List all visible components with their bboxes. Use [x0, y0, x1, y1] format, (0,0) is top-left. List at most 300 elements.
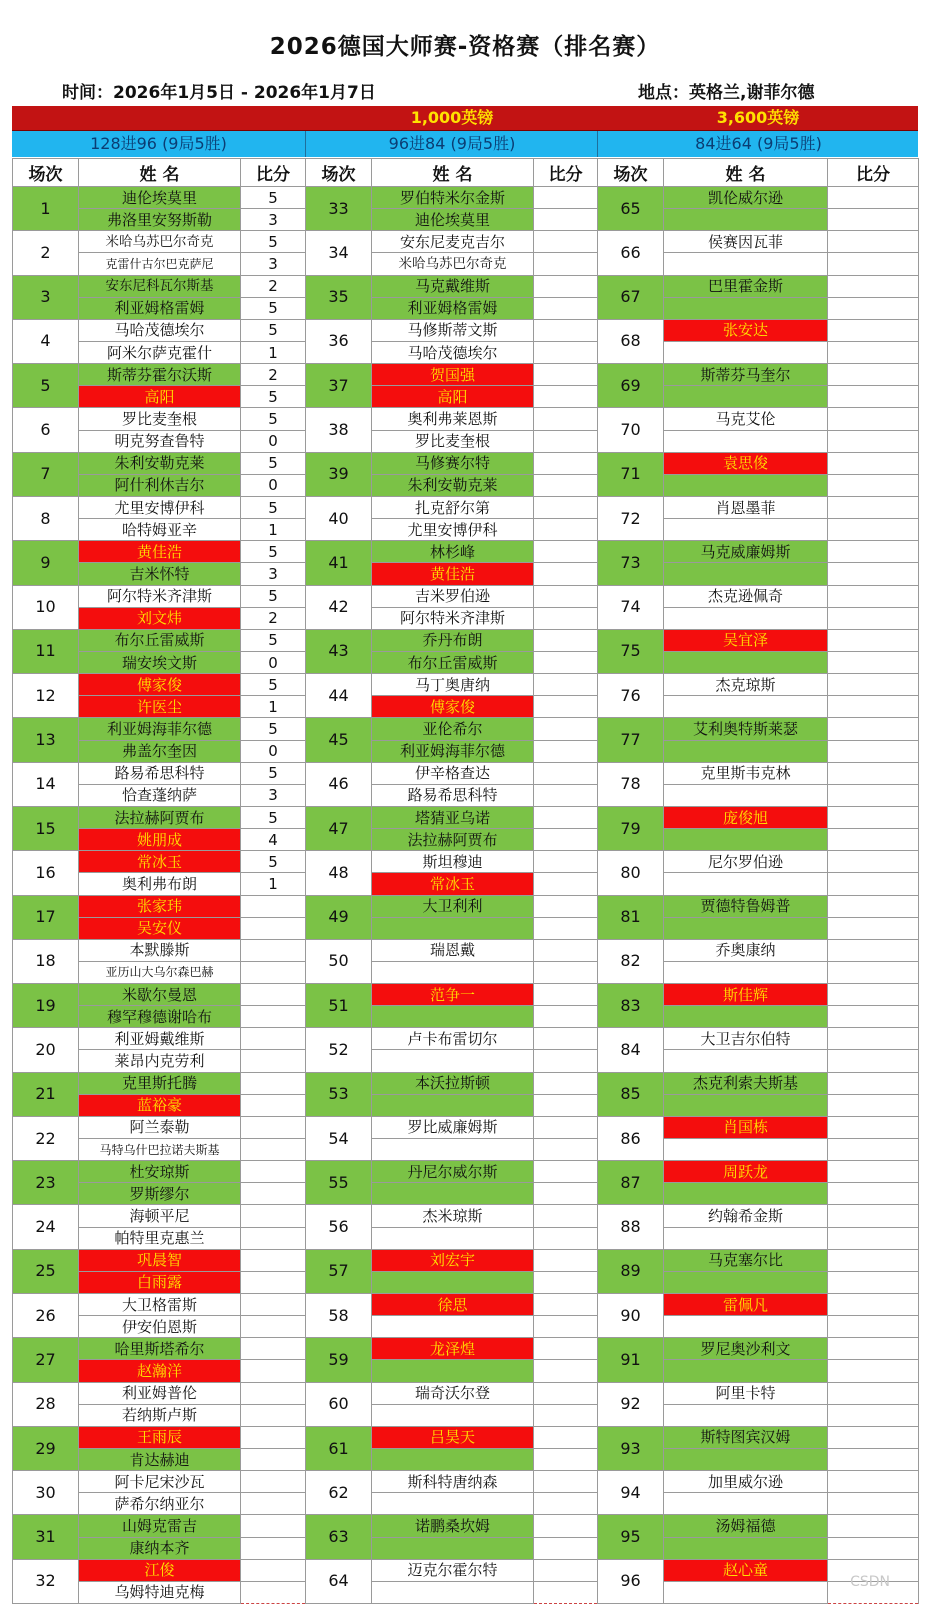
player-name: 萨希尔纳亚尔	[79, 1493, 241, 1515]
match-number: 26	[13, 1294, 79, 1338]
table-row	[13, 1006, 919, 1028]
table-row	[13, 187, 919, 209]
table-row	[13, 961, 919, 983]
player-name: 瑞奇沃尔登	[372, 1382, 534, 1404]
match-number: 87	[598, 1161, 664, 1205]
score-cell	[241, 1094, 306, 1116]
score-cell	[241, 1360, 306, 1382]
player-name	[372, 1316, 534, 1338]
table-row	[13, 629, 919, 651]
player-name: 克里斯韦克林	[664, 762, 828, 784]
player-name-empty	[664, 1493, 828, 1515]
player-name: 安东尼科瓦尔斯基	[79, 275, 241, 297]
player-name: 林杉峰	[372, 541, 534, 563]
score-cell	[534, 209, 598, 231]
match-number: 35	[306, 275, 372, 319]
match-number: 93	[598, 1426, 664, 1470]
player-name-empty	[664, 563, 828, 585]
score-cell: 4	[241, 829, 306, 851]
player-name-empty	[664, 1449, 828, 1471]
player-name: 杜安琼斯	[79, 1161, 241, 1183]
player-name: 侯赛因瓦菲	[664, 231, 828, 253]
player-name-empty	[664, 740, 828, 762]
match-number: 48	[306, 851, 372, 895]
score-cell	[828, 607, 919, 629]
player-name: 朱利安勒克莱	[79, 452, 241, 474]
player-name: 杰克逊佩奇	[664, 585, 828, 607]
match-number: 3	[13, 275, 79, 319]
player-name-empty	[664, 1271, 828, 1293]
table-row	[13, 1360, 919, 1382]
player-name: 马丁奥唐纳	[372, 674, 534, 696]
match-number: 8	[13, 496, 79, 540]
table-row	[13, 917, 919, 939]
score-cell: 5	[241, 674, 306, 696]
player-name: 本沃拉斯顿	[372, 1072, 534, 1094]
match-number: 11	[13, 629, 79, 673]
header-name-3: 姓 名	[664, 159, 828, 187]
score-cell	[828, 1493, 919, 1515]
score-cell: 5	[241, 762, 306, 784]
score-cell	[241, 1006, 306, 1028]
score-cell	[534, 651, 598, 673]
score-cell	[828, 1338, 919, 1360]
score-cell	[828, 740, 919, 762]
player-name: 马克塞尔比	[664, 1249, 828, 1271]
score-cell	[828, 851, 919, 873]
score-cell	[828, 209, 919, 231]
player-name: 常冰玉	[372, 873, 534, 895]
score-cell: 0	[241, 430, 306, 452]
player-name-empty	[664, 917, 828, 939]
player-name: 若纳斯卢斯	[79, 1404, 241, 1426]
table-row	[13, 430, 919, 452]
score-cell	[828, 1006, 919, 1028]
table-row	[13, 1271, 919, 1293]
score-cell	[828, 895, 919, 917]
header-match-1: 场次	[13, 159, 79, 187]
location-label: 地点：英格兰,谢菲尔德	[638, 83, 815, 103]
score-cell	[534, 1360, 598, 1382]
table-row	[13, 895, 919, 917]
player-name: 米哈乌苏巴尔奇克	[79, 231, 241, 253]
match-number: 84	[598, 1028, 664, 1072]
player-name	[372, 1404, 534, 1426]
match-number: 6	[13, 408, 79, 452]
player-name: 汤姆福德	[664, 1515, 828, 1537]
match-number: 88	[598, 1205, 664, 1249]
score-cell	[241, 939, 306, 961]
score-cell	[241, 1493, 306, 1515]
score-cell	[534, 895, 598, 917]
player-name-empty	[664, 1316, 828, 1338]
score-cell	[534, 1271, 598, 1293]
score-cell	[534, 496, 598, 518]
score-cell	[534, 1116, 598, 1138]
score-cell: 5	[241, 496, 306, 518]
player-name-empty	[664, 253, 828, 275]
score-cell	[241, 1559, 306, 1581]
score-cell	[828, 1471, 919, 1493]
header-score-1: 比分	[241, 159, 306, 187]
player-name: 王雨辰	[79, 1426, 241, 1448]
player-name: 尤里安博伊科	[79, 496, 241, 518]
match-number: 42	[306, 585, 372, 629]
match-number: 79	[598, 806, 664, 850]
player-name: 克里斯托腾	[79, 1072, 241, 1094]
score-cell	[534, 784, 598, 806]
player-name: 贺国强	[372, 364, 534, 386]
player-name: 明克努查鲁特	[79, 430, 241, 452]
match-number: 51	[306, 984, 372, 1028]
score-cell	[534, 696, 598, 718]
match-number: 16	[13, 851, 79, 895]
round-label-2: 96进84 (9局5胜)	[305, 131, 598, 157]
score-cell	[241, 1028, 306, 1050]
match-number: 41	[306, 541, 372, 585]
table-row	[13, 740, 919, 762]
score-cell	[534, 1183, 598, 1205]
player-name: 蓝裕豪	[79, 1094, 241, 1116]
table-row	[13, 1227, 919, 1249]
score-cell	[828, 519, 919, 541]
match-number: 4	[13, 319, 79, 363]
player-name	[372, 1006, 534, 1028]
table-row	[13, 1205, 919, 1227]
player-name: 肖国栋	[664, 1116, 828, 1138]
player-name: 法拉赫阿贾布	[372, 829, 534, 851]
table-row	[13, 1139, 919, 1161]
table-row	[13, 1050, 919, 1072]
table-row	[13, 1338, 919, 1360]
player-name: 阿尔特米齐津斯	[372, 607, 534, 629]
score-cell	[534, 917, 598, 939]
table-row	[13, 762, 919, 784]
player-name: 斯特图宾汉姆	[664, 1426, 828, 1448]
table-row	[13, 1515, 919, 1537]
player-name: 本默滕斯	[79, 939, 241, 961]
player-name: 罗比麦奎根	[79, 408, 241, 430]
match-number: 40	[306, 496, 372, 540]
player-name: 奥利弗莱恩斯	[372, 408, 534, 430]
player-name: 斯科特唐纳森	[372, 1471, 534, 1493]
player-name: 罗斯缪尔	[79, 1183, 241, 1205]
player-name: 雷佩凡	[664, 1294, 828, 1316]
player-name: 路易希思科特	[79, 762, 241, 784]
table-row	[13, 1072, 919, 1094]
player-name: 龙泽煌	[372, 1338, 534, 1360]
match-number: 49	[306, 895, 372, 939]
score-cell	[828, 541, 919, 563]
player-name	[372, 1183, 534, 1205]
player-name: 吕昊天	[372, 1426, 534, 1448]
player-name: 亚伦希尔	[372, 718, 534, 740]
player-name: 白雨露	[79, 1271, 241, 1293]
table-row	[13, 452, 919, 474]
player-name: 常冰玉	[79, 851, 241, 873]
table-row	[13, 1449, 919, 1471]
table-row	[13, 585, 919, 607]
player-name: 尼尔罗伯逊	[664, 851, 828, 873]
player-name: 罗伯特米尔金斯	[372, 187, 534, 209]
time-label: 时间：2026年1月5日 - 2026年1月7日	[62, 83, 376, 103]
player-name: 赵心童	[664, 1559, 828, 1581]
header-score-3: 比分	[828, 159, 919, 187]
score-cell	[828, 430, 919, 452]
table-row	[13, 1537, 919, 1559]
player-name: 大卫格雷斯	[79, 1294, 241, 1316]
score-cell	[534, 1139, 598, 1161]
score-cell	[828, 1404, 919, 1426]
header-match-3: 场次	[598, 159, 664, 187]
score-cell	[828, 275, 919, 297]
player-name: 山姆克雷吉	[79, 1515, 241, 1537]
player-name: 刘宏宇	[372, 1249, 534, 1271]
match-number: 13	[13, 718, 79, 762]
player-name: 张家玮	[79, 895, 241, 917]
score-cell	[828, 386, 919, 408]
player-name-empty	[664, 1094, 828, 1116]
score-cell	[241, 1271, 306, 1293]
player-name: 马克艾伦	[664, 408, 828, 430]
score-cell	[828, 1360, 919, 1382]
score-cell	[534, 607, 598, 629]
score-cell	[828, 364, 919, 386]
player-name: 斯蒂芬马奎尔	[664, 364, 828, 386]
match-number: 62	[306, 1471, 372, 1515]
match-number: 38	[306, 408, 372, 452]
match-number: 70	[598, 408, 664, 452]
score-cell: 3	[241, 209, 306, 231]
player-name	[372, 1227, 534, 1249]
match-number: 14	[13, 762, 79, 806]
score-cell	[241, 1471, 306, 1493]
player-name: 丹尼尔威尔斯	[372, 1161, 534, 1183]
match-number: 67	[598, 275, 664, 319]
player-name-empty	[664, 341, 828, 363]
score-cell	[828, 1183, 919, 1205]
table-row	[13, 1581, 919, 1603]
player-name-empty	[664, 696, 828, 718]
score-cell	[828, 1449, 919, 1471]
score-cell	[828, 253, 919, 275]
score-cell	[534, 1581, 598, 1603]
match-number: 56	[306, 1205, 372, 1249]
score-cell	[534, 829, 598, 851]
player-name-empty	[664, 651, 828, 673]
score-cell	[828, 961, 919, 983]
match-number: 9	[13, 541, 79, 585]
score-cell	[534, 1227, 598, 1249]
player-name: 马哈茂德埃尔	[372, 341, 534, 363]
player-name	[372, 1537, 534, 1559]
player-name: 阿兰泰勒	[79, 1116, 241, 1138]
score-cell	[828, 1028, 919, 1050]
score-cell	[828, 939, 919, 961]
player-name: 穆罕穆德谢哈布	[79, 1006, 241, 1028]
score-cell	[828, 629, 919, 651]
player-name: 大卫吉尔伯特	[664, 1028, 828, 1050]
watermark: CSDN	[850, 1574, 890, 1590]
score-cell	[828, 829, 919, 851]
match-number: 46	[306, 762, 372, 806]
player-name: 利亚姆海菲尔德	[79, 718, 241, 740]
player-name	[372, 1581, 534, 1603]
player-name: 恰查蓬纳萨	[79, 784, 241, 806]
player-name-empty	[664, 209, 828, 231]
score-cell	[828, 1515, 919, 1537]
player-name: 利亚姆格雷姆	[372, 297, 534, 319]
table-row	[13, 364, 919, 386]
score-cell	[828, 696, 919, 718]
table-row	[13, 541, 919, 563]
table-row	[13, 209, 919, 231]
bracket-body	[13, 187, 919, 1604]
score-cell	[241, 1404, 306, 1426]
score-cell	[828, 1072, 919, 1094]
score-cell	[534, 430, 598, 452]
match-number: 66	[598, 231, 664, 275]
match-number: 68	[598, 319, 664, 363]
score-cell	[828, 297, 919, 319]
match-number: 65	[598, 187, 664, 231]
score-cell	[828, 231, 919, 253]
score-cell	[828, 917, 919, 939]
player-name: 加里威尔逊	[664, 1471, 828, 1493]
score-cell: 5	[241, 408, 306, 430]
score-cell: 5	[241, 585, 306, 607]
round-banner	[12, 131, 918, 157]
score-cell	[534, 1006, 598, 1028]
table-row	[13, 1116, 919, 1138]
score-cell	[534, 1316, 598, 1338]
score-cell	[241, 917, 306, 939]
player-name: 马特乌什巴拉诺夫斯基	[79, 1139, 241, 1161]
match-number: 10	[13, 585, 79, 629]
score-cell	[241, 1316, 306, 1338]
score-cell: 3	[241, 563, 306, 585]
player-name-empty	[664, 1537, 828, 1559]
score-cell	[534, 1559, 598, 1581]
player-name: 许医尘	[79, 696, 241, 718]
match-number: 77	[598, 718, 664, 762]
player-name-empty	[664, 961, 828, 983]
player-name: 吉米罗伯逊	[372, 585, 534, 607]
match-number: 15	[13, 806, 79, 850]
table-row	[13, 851, 919, 873]
score-cell: 3	[241, 784, 306, 806]
header-name-1: 姓 名	[79, 159, 241, 187]
score-cell	[828, 341, 919, 363]
score-cell	[241, 1139, 306, 1161]
player-name	[372, 1449, 534, 1471]
score-cell: 5	[241, 386, 306, 408]
score-cell	[241, 1515, 306, 1537]
match-number: 76	[598, 674, 664, 718]
score-cell: 5	[241, 319, 306, 341]
match-number: 60	[306, 1382, 372, 1426]
score-cell	[534, 1205, 598, 1227]
player-name-empty	[664, 1139, 828, 1161]
player-name: 傅家俊	[372, 696, 534, 718]
score-cell	[534, 1338, 598, 1360]
match-number: 33	[306, 187, 372, 231]
score-cell	[534, 740, 598, 762]
score-cell	[828, 1316, 919, 1338]
player-name: 徐思	[372, 1294, 534, 1316]
score-cell	[534, 851, 598, 873]
score-cell	[241, 1537, 306, 1559]
prize-banner	[12, 106, 918, 131]
match-number: 47	[306, 806, 372, 850]
score-cell	[534, 1072, 598, 1094]
player-name-empty	[664, 297, 828, 319]
match-number: 39	[306, 452, 372, 496]
player-name	[372, 1050, 534, 1072]
player-name: 周跃龙	[664, 1161, 828, 1183]
match-number: 86	[598, 1116, 664, 1160]
score-cell	[534, 1382, 598, 1404]
score-cell	[828, 1537, 919, 1559]
player-name: 阿卡尼宋沙瓦	[79, 1471, 241, 1493]
table-row	[13, 674, 919, 696]
score-cell	[534, 341, 598, 363]
player-name: 罗比威廉姆斯	[372, 1116, 534, 1138]
player-name: 布尔丘雷威斯	[79, 629, 241, 651]
score-cell	[828, 1294, 919, 1316]
score-cell	[534, 585, 598, 607]
player-name: 扎克舒尔第	[372, 496, 534, 518]
player-name	[372, 961, 534, 983]
player-name: 莱昂内克劳利	[79, 1050, 241, 1072]
table-row	[13, 784, 919, 806]
player-name: 姚朋成	[79, 829, 241, 851]
match-number: 95	[598, 1515, 664, 1559]
score-cell	[534, 1493, 598, 1515]
table-row	[13, 873, 919, 895]
table-row	[13, 1426, 919, 1448]
score-cell	[241, 1205, 306, 1227]
score-cell	[828, 873, 919, 895]
player-name: 康纳本齐	[79, 1537, 241, 1559]
score-cell	[828, 674, 919, 696]
table-row	[13, 718, 919, 740]
match-number: 45	[306, 718, 372, 762]
match-number: 37	[306, 364, 372, 408]
table-row	[13, 806, 919, 828]
player-name: 尤里安博伊科	[372, 519, 534, 541]
score-cell	[534, 939, 598, 961]
player-name	[372, 1139, 534, 1161]
player-name: 亚历山大乌尔森巴赫	[79, 961, 241, 983]
match-number: 94	[598, 1471, 664, 1515]
score-cell: 0	[241, 474, 306, 496]
score-cell	[828, 1382, 919, 1404]
player-name: 巴里霍金斯	[664, 275, 828, 297]
table-row	[13, 474, 919, 496]
table-row	[13, 319, 919, 341]
table-row	[13, 297, 919, 319]
score-cell	[534, 408, 598, 430]
score-cell	[241, 1294, 306, 1316]
score-cell	[534, 806, 598, 828]
score-cell	[534, 1449, 598, 1471]
match-number: 78	[598, 762, 664, 806]
match-number: 24	[13, 1205, 79, 1249]
match-number: 54	[306, 1116, 372, 1160]
header-match-2: 场次	[306, 159, 372, 187]
player-name	[372, 1360, 534, 1382]
